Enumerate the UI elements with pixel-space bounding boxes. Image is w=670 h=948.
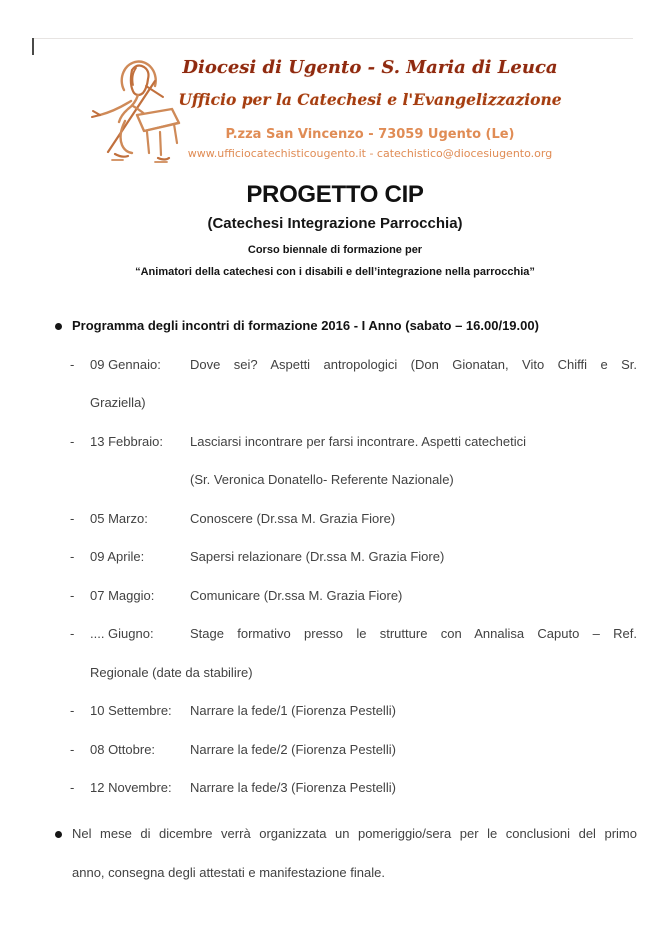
- item-description: Stage formativo presso le strutture con Annalisa Caputo – Ref.: [190, 626, 637, 641]
- program-item-line: [70, 577, 670, 616]
- program-item-line: [70, 769, 670, 808]
- program-item-line: [70, 461, 670, 500]
- program-item-line: [70, 692, 670, 731]
- item-description: Dove sei? Aspetti antropologici (Don Gionatan, Vito Chiffi e Sr.: [190, 356, 637, 372]
- course-line: Corso biennale di formazione per: [247, 244, 423, 256]
- document-subtitle: (Catechesi Integrazione Parrocchia): [207, 215, 463, 232]
- item-date: 07 Maggio:: [90, 587, 155, 603]
- item-dash: -: [70, 741, 75, 757]
- bullet-icon: [55, 831, 62, 838]
- item-continuation: Graziella): [90, 395, 146, 410]
- item-description: Conoscere (Dr.ssa M. Grazia Fiore): [190, 510, 396, 526]
- item-date: 08 Ottobre:: [90, 741, 156, 757]
- item-dash: -: [70, 433, 75, 449]
- program-item-line: [70, 615, 670, 654]
- closing-section: [0, 815, 670, 892]
- program-item-line: [70, 384, 670, 423]
- top-border-rule: [33, 38, 633, 39]
- item-description: Sapersi relazionare (Dr.ssa M. Grazia Fiore): [190, 549, 445, 564]
- bullet-icon: [55, 323, 62, 330]
- closing-note: [72, 815, 637, 892]
- item-date: .... Giugno:: [90, 626, 154, 641]
- item-dash: -: [70, 780, 75, 795]
- address-line: P.zza San Vincenzo - 73059 Ugento (Le): [225, 127, 515, 142]
- item-dash: -: [70, 626, 75, 641]
- office-name: Ufficio per la Catechesi e l'Evangelizzazione: [178, 90, 562, 109]
- program-item-line: [70, 346, 670, 385]
- item-dash: -: [70, 587, 75, 603]
- item-date: 09 Gennaio:: [90, 356, 161, 372]
- item-dash: -: [70, 356, 75, 372]
- item-date: 13 Febbraio:: [90, 433, 163, 449]
- program-item-line: [70, 500, 670, 539]
- program-item-line: [70, 538, 670, 577]
- program-item-line: [70, 654, 670, 693]
- item-description: Narrare la fede/3 (Fiorenza Pestelli): [190, 780, 396, 795]
- document-title: PROGETTO CIP: [246, 181, 424, 208]
- closing-line: Nel mese di dicembre verrà organizzata un pomeriggio/sera per le conclusioni del primo: [72, 826, 637, 841]
- item-description: Comunicare (Dr.ssa M. Grazia Fiore): [190, 587, 403, 603]
- diocese-name: Diocesi di Ugento - S. Maria di Leuca: [182, 57, 558, 78]
- item-description: Narrare la fede/1 (Fiorenza Pestelli): [190, 703, 396, 718]
- item-date: 12 Novembre:: [90, 780, 172, 795]
- top-border-tick: [32, 38, 34, 55]
- item-date: 05 Marzo:: [90, 510, 148, 526]
- program-heading-row: [72, 307, 670, 346]
- program-heading: Programma degli incontri di formazione 2016 - I Anno (sabato – 16.00/19.00): [72, 318, 539, 333]
- program-list: [0, 346, 670, 808]
- audience-line: “Animatori della catechesi con i disabili e dell’integrazione nella parrocchia”: [135, 266, 535, 278]
- item-dash: -: [70, 510, 75, 526]
- program-item-line: [70, 731, 670, 770]
- item-continuation: Regionale (date da stabilire): [90, 664, 253, 680]
- closing-line: anno, consegna degli attestati e manifestazione finale.: [72, 864, 385, 880]
- contacts-line: www.ufficiocatechisticougento.it - catechistico@diocesiugento.org: [187, 147, 553, 160]
- program-section: [0, 307, 670, 808]
- letterhead: [160, 52, 580, 162]
- item-description: Lasciarsi incontrare per farsi incontrare. Aspetti catechetici: [190, 433, 526, 449]
- item-date: 10 Settembre:: [90, 703, 172, 718]
- item-date: 09 Aprile:: [90, 549, 145, 564]
- item-continuation: (Sr. Veronica Donatello- Referente Nazionale): [190, 472, 454, 487]
- item-dash: -: [70, 703, 75, 718]
- program-item-line: [70, 423, 670, 462]
- item-description: Narrare la fede/2 (Fiorenza Pestelli): [190, 741, 396, 757]
- item-dash: -: [70, 549, 75, 564]
